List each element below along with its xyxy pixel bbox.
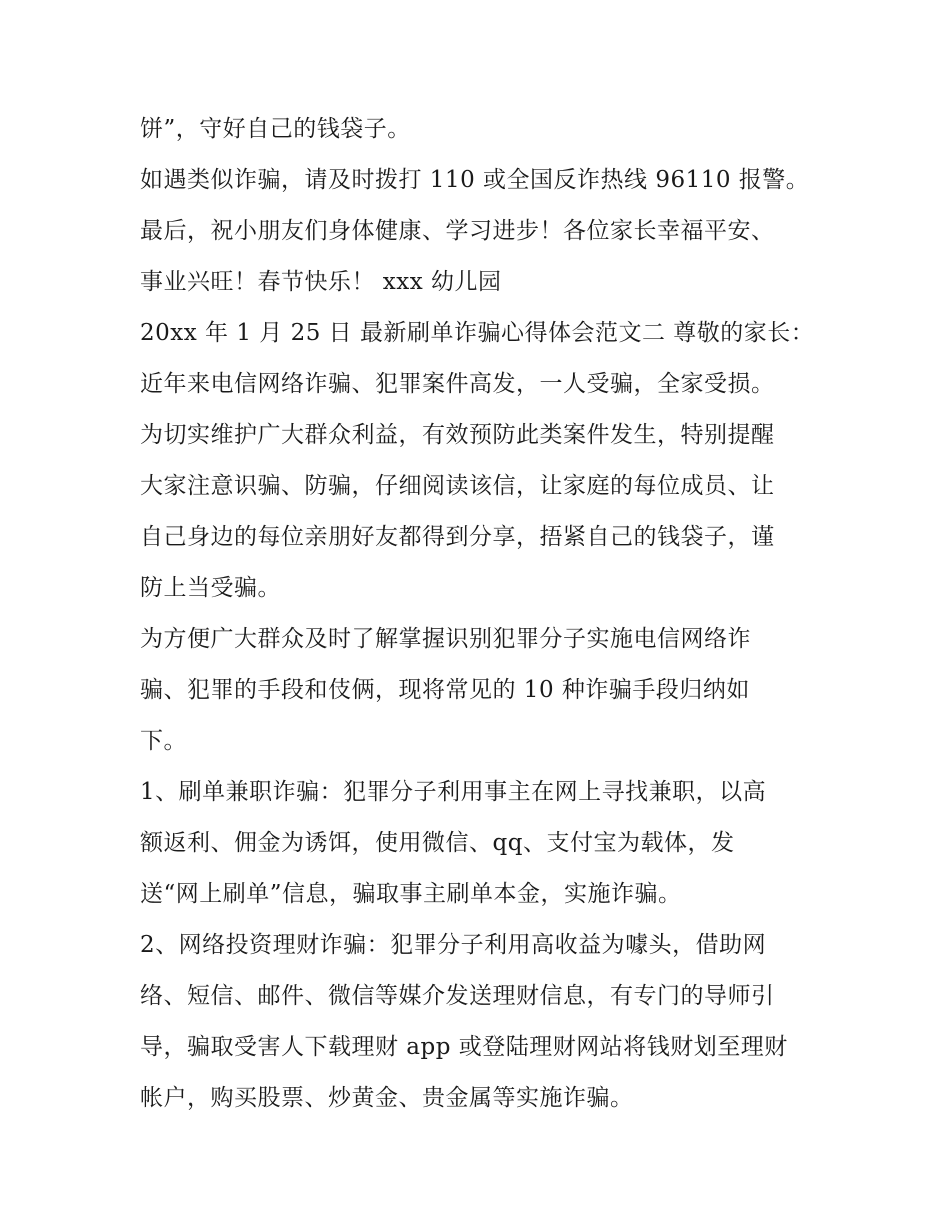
text-line: 近年来电信网络诈骗、犯罪案件高发，一人受骗，全家受损。	[140, 371, 775, 397]
text-line: 帐户，购买股票、炒黄金、贵金属等实施诈骗。	[140, 1085, 634, 1111]
text-line: 饼”，守好自己的钱袋子。	[140, 116, 411, 142]
text-line: 防上当受骗。	[140, 575, 281, 601]
text-line: 自己身边的每位亲朋好友都得到分享，捂紧自己的钱袋子，谨	[140, 524, 775, 550]
text-line: 为切实维护广大群众利益，有效预防此类案件发生，特别提醒	[140, 422, 775, 448]
text-line: 如遇类似诈骗，请及时拨打 110 或全国反诈热线 96110 报警。	[140, 167, 810, 193]
text-line: 2、网络投资理财诈骗：犯罪分子利用高收益为噱头，借助网	[140, 932, 767, 958]
text-line: 额返利、佣金为诱饵，使用微信、qq、支付宝为载体，发	[140, 830, 735, 856]
text-line: 最后，祝小朋友们身体健康、学习进步！各位家长幸福平安、	[140, 218, 775, 244]
text-line: 1、刷单兼职诈骗：犯罪分子利用事主在网上寻找兼职，以高	[140, 779, 767, 805]
text-line: 导，骗取受害人下载理财 app 或登陆理财网站将钱财划至理财	[140, 1034, 788, 1060]
text-line: 为方便广大群众及时了解掌握识别犯罪分子实施电信网络诈	[140, 626, 751, 652]
text-line: 下。	[140, 728, 187, 754]
text-line: 骗、犯罪的手段和伎俩，现将常见的 10 种诈骗手段归纳如	[140, 677, 750, 703]
text-line: 事业兴旺！春节快乐！ xxx 幼儿园	[140, 269, 502, 295]
document-body	[140, 104, 830, 1124]
text-line: 送“网上刷单”信息，骗取事主刷单本金，实施诈骗。	[140, 881, 682, 907]
text-line: 络、短信、邮件、微信等媒介发送理财信息，有专门的导师引	[140, 983, 775, 1009]
text-line: 大家注意识骗、防骗，仔细阅读该信，让家庭的每位成员、让	[140, 473, 775, 499]
text-line: 20xx 年 1 月 25 日 最新刷单诈骗心得体会范文二 尊敬的家长：	[140, 320, 815, 346]
